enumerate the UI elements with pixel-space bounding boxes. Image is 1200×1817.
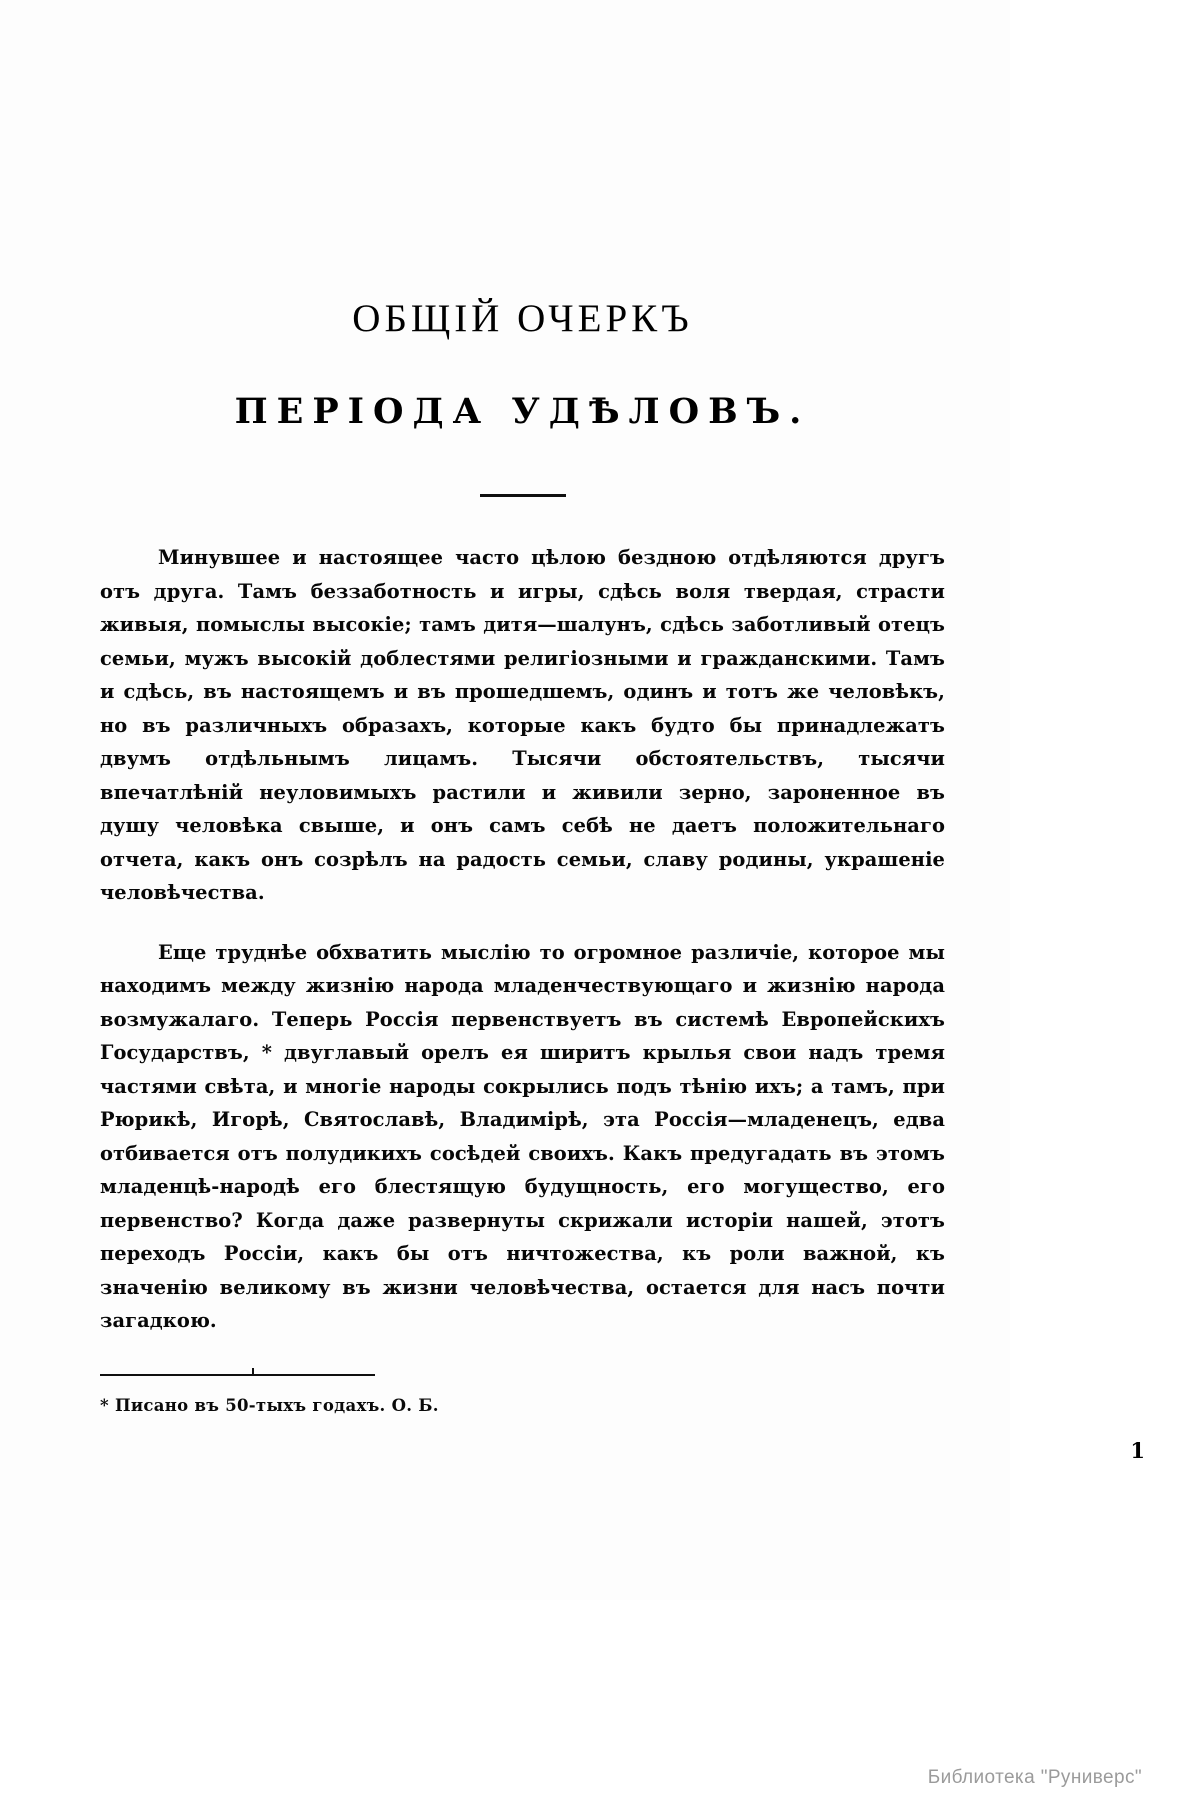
page-content (100, 0, 945, 1338)
page-title: ОБЩІЙ ОЧЕРКЪ (352, 297, 693, 340)
body-text (100, 541, 945, 1338)
page-number: 1 (1130, 1438, 1145, 1463)
footnote-divider (100, 1374, 375, 1376)
paragraph: Минувшее и настоящее часто цѣлою бездною отдѣляются другъ отъ друга. Тамъ беззаботность и игры, сдѣсь воля твердая, страсти живыя, помыслы высокіе; тамъ дитя—шалунъ, сдѣсь заботливый отецъ семьи, мужъ высокій доблестями религіозными и гражданскими. Тамъ и сдѣсь, въ настоящемъ и въ прошедшемъ, одинъ и тотъ же человѣкъ, но въ различныхъ образахъ, которые какъ будто бы принадлежатъ двумъ отдѣльнымъ лицамъ. Тысячи обстоятельствъ, тысячи впечатлѣній неуловимыхъ растили и живили зерно, зароненное въ душу человѣка свыше, и онъ самъ себѣ не даетъ положительнаго отчета, какъ онъ созрѣлъ на радость семьи, славу родины, украшеніе человѣчества. (100, 546, 945, 904)
title-divider (480, 494, 566, 497)
paragraph: Еще труднѣе обхватить мыслію то огромное различіе, которое мы находимъ между жизнію народа младенчествующаго и жизнію народа возмужалаго. Теперь Россія первенствуетъ въ системѣ Европейскихъ Государствъ, * двуглавый орелъ ея ширитъ крылья свои надъ тремя частями свѣта, и многіе народы сокрылись подъ тѣнію ихъ; а тамъ, при Рюрикѣ, Игорѣ, Святославѣ, Владимірѣ, эта Россія—младенецъ, едва отбивается отъ полудикихъ сосѣдей своихъ. Какъ предугадать въ этомъ младенцѣ-народѣ его блестящую будущность, его могущество, его первенство? Когда даже развернуты скрижали исторіи нашей, этотъ переходъ Россіи, какъ бы отъ ничтожества, къ роли важной, къ значенію великому въ жизни человѣчества, остается для насъ почти загадкою. (100, 940, 945, 1332)
footnote-text: * Писано въ 50-тыхъ годахъ. О. Б. (100, 1396, 439, 1415)
page-subtitle: ПЕРІОДА УДѢЛОВЪ. (234, 391, 811, 432)
library-watermark: Библиотека "Руниверс" (927, 1767, 1142, 1788)
